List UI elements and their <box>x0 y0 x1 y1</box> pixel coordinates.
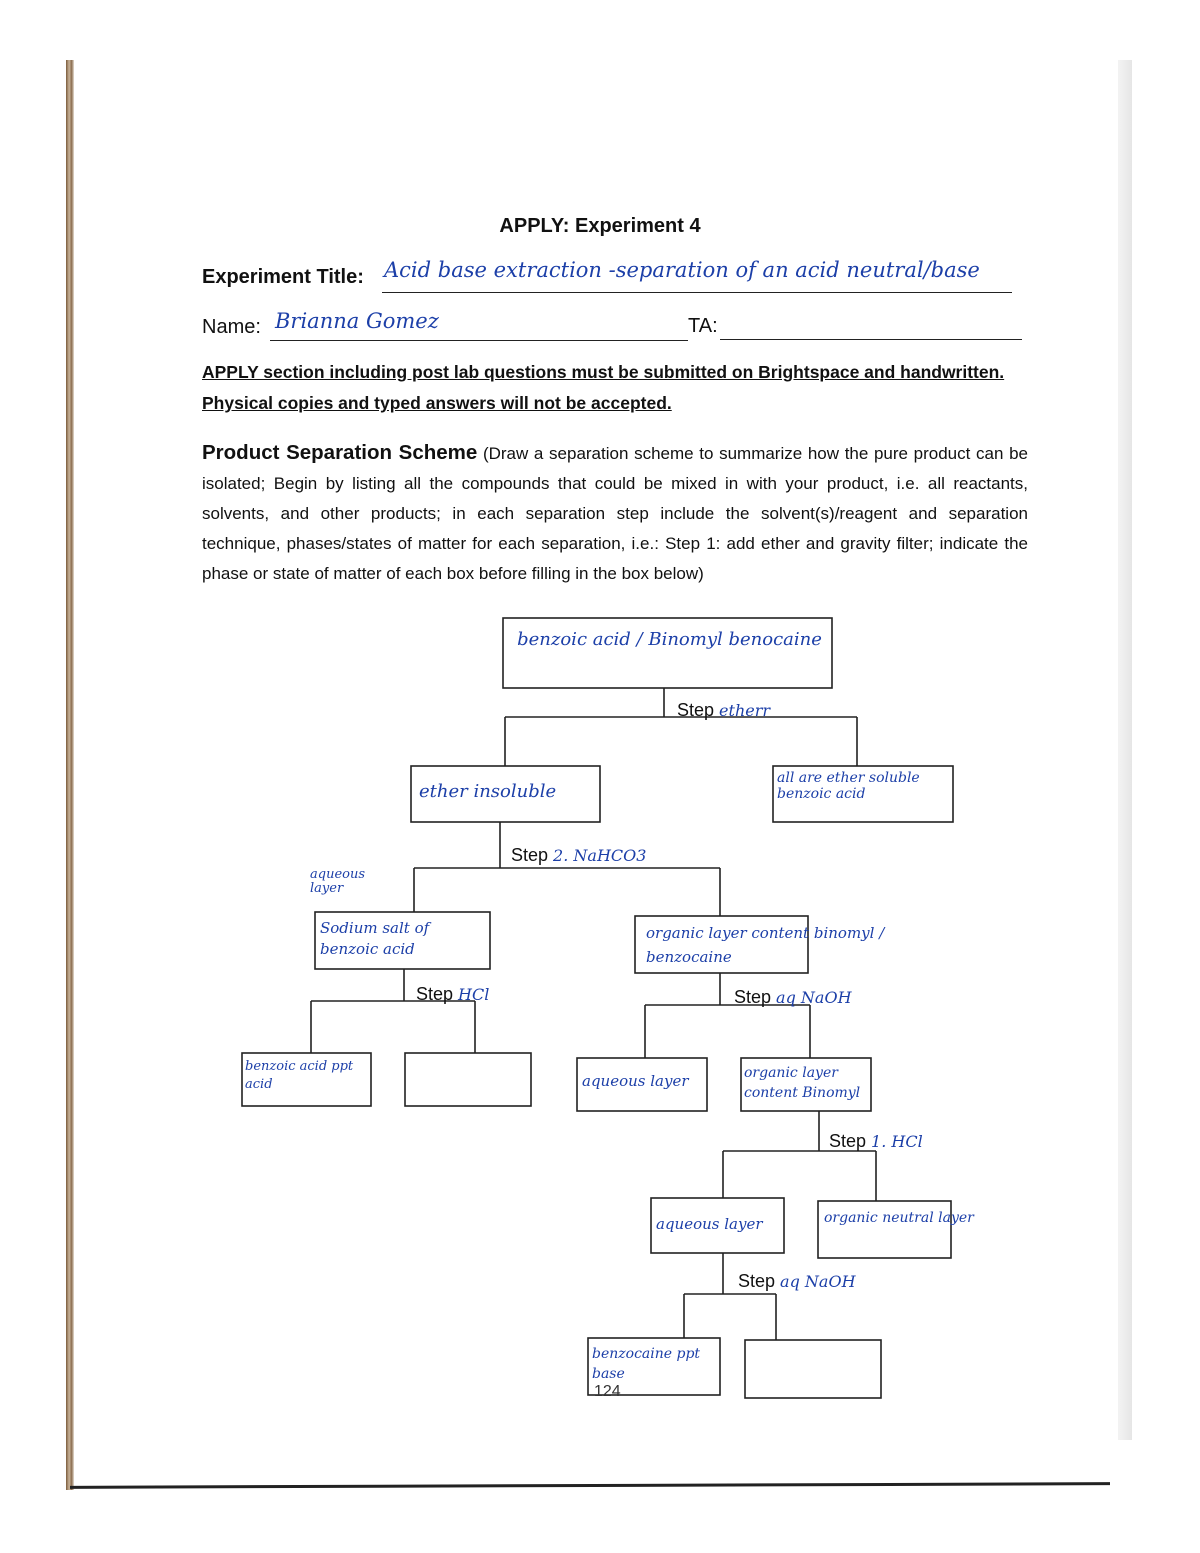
name-value: Brianna Gomez <box>275 309 439 333</box>
organic-layer-2-text: organic layer content Binomyl <box>744 1065 861 1101</box>
step-5-label: Step 1. HCl <box>829 1131 923 1151</box>
submission-notice-line2: Physical copies and typed answers will not be accepted. <box>202 393 672 413</box>
page-title: APPLY: Experiment 4 <box>499 215 701 237</box>
page-number: 124 <box>594 1383 621 1400</box>
ether-soluble-text: all are ether soluble benzoic acid <box>777 770 920 802</box>
instructions-body: (Draw a separation scheme to summarize how the pure product can be isolated; Begin by listing all the compounds that could be mixed in with your product, i.e. all reactants, solvents, and other products; in each separation step include the solvent(s)/reagent and separation technique, phases/states of matter for each separation, i.e.: Step 1: add ether and gravity filter; indicate the phase or state of matter of each box before filling in the box below) <box>202 444 1028 583</box>
benzoic-ppt-text: benzoic acid ppt acid <box>245 1059 354 1092</box>
experiment-title-label: Experiment Title: <box>202 266 364 288</box>
step-3-label: Step HCl <box>416 984 490 1004</box>
step-2-label: Step 2. NaHCO3 <box>511 845 647 865</box>
empty-box-2-text <box>745 1340 881 1398</box>
aqueous-layer-note: aqueous layer <box>310 867 366 896</box>
experiment-title-value: Acid base extraction -separation of an acid neutral/base <box>384 258 980 282</box>
sodium-salt-text: Sodium salt of benzoic acid <box>320 919 430 958</box>
root-box-text: benzoic acid / Binomyl benocaine <box>517 629 822 650</box>
ether-insoluble-text: ether insoluble <box>419 781 557 802</box>
aqueous-layer-2-text: aqueous layer <box>656 1215 763 1233</box>
benzocaine-ppt-text: benzocaine ppt base <box>592 1346 701 1382</box>
submission-notice-line1: APPLY section including post lab questions must be submitted on Brightspace and handwritten. <box>202 362 1005 382</box>
step-1-label: Step etherr <box>677 700 771 720</box>
empty-box-1-text <box>405 1053 531 1106</box>
ta-label: TA: <box>688 315 718 337</box>
name-label: Name: <box>202 316 261 338</box>
organic-layer-text: organic layer content binomyl / benzocaine <box>646 924 885 966</box>
aqueous-layer-text: aqueous layer <box>582 1072 689 1090</box>
step-4-label: Step aq NaOH <box>734 987 852 1007</box>
step-6-label: Step aq NaOH <box>738 1271 856 1291</box>
organic-neutral-text: organic neutral layer <box>824 1210 974 1226</box>
instructions-heading: Product Separation Scheme <box>202 441 478 464</box>
